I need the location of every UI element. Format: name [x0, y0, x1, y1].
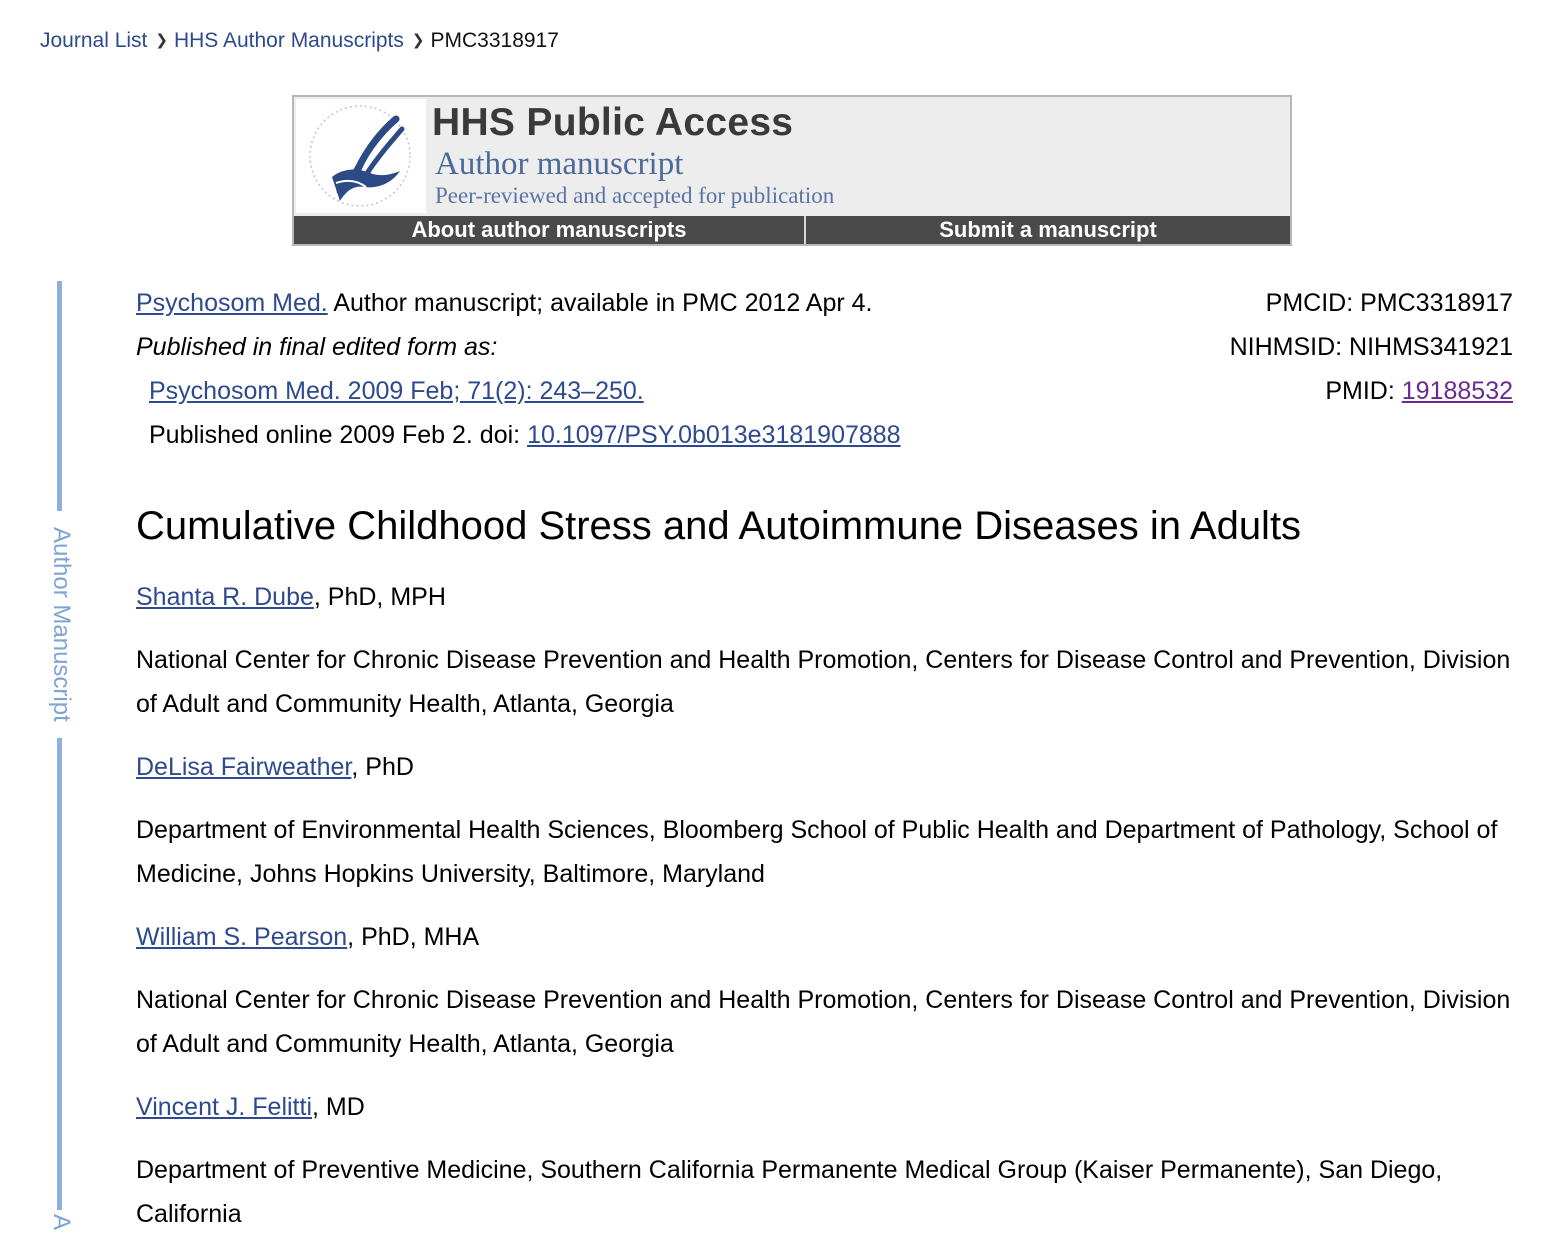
availability-text: Author manuscript; available in PMC 2012 Apr 4.: [327, 289, 873, 317]
author-degrees: , PhD: [351, 753, 414, 781]
pmcid: PMCID: PMC3318917: [1265, 289, 1513, 317]
published-final-label: Published in final edited form as:: [136, 333, 498, 361]
citation-line-2: [136, 325, 901, 369]
author-affiliation: National Center for Chronic Disease Prevention and Health Promotion, Centers for Disease Control and Prevention, Division of Adult and Community Health, Atlanta, Georgia: [136, 646, 1511, 718]
author-degrees: , PhD, MPH: [313, 583, 446, 611]
author-manuscript-rail-line: [57, 738, 62, 1210]
author-affiliation: Department of Environmental Health Sciences, Bloomberg School of Public Health and Department of Pathology, School of Medicine, Johns Hopkins University, Baltimore, Maryland: [136, 816, 1498, 888]
pmid: [1230, 369, 1513, 413]
author-link[interactable]: Shanta R. Dube: [136, 583, 314, 611]
author-affiliation: Department of Preventive Medicine, Southern California Permanente Medical Group (Kaiser Permanente), San Diego, California: [136, 1156, 1443, 1228]
banner-title: HHS Public Access: [432, 101, 794, 144]
breadcrumb-current: PMC3318917: [430, 29, 559, 52]
chevron-right-icon: ❯: [411, 32, 425, 49]
pmid-label: PMID:: [1325, 377, 1402, 405]
author: [136, 745, 1516, 789]
banner-subtitle: Author manuscript: [435, 146, 684, 182]
final-reference-link[interactable]: Psychosom Med. 2009 Feb; 71(2): 243–250.: [149, 377, 644, 405]
article-title: Cumulative Childhood Stress and Autoimmune Diseases in Adults: [136, 504, 1302, 548]
about-author-manuscripts-link[interactable]: About author manuscripts: [294, 216, 806, 244]
author: [136, 915, 1516, 959]
author-link[interactable]: William S. Pearson: [136, 923, 348, 951]
doi-link[interactable]: 10.1097/PSY.0b013e3181907888: [527, 421, 901, 449]
breadcrumb-journal-list[interactable]: Journal List: [40, 29, 148, 52]
author-affiliation: National Center for Chronic Disease Prevention and Health Promotion, Centers for Disease Control and Prevention, Division of Adult and Community Health, Atlanta, Georgia: [136, 986, 1511, 1058]
author-manuscript-rail-label: Author Manuscript: [48, 526, 75, 722]
journal-link[interactable]: Psychosom Med.: [136, 289, 328, 317]
hhs-public-access-banner: [292, 95, 1292, 246]
published-online-text: Published online 2009 Feb 2. doi:: [149, 421, 528, 449]
submit-manuscript-link[interactable]: Submit a manuscript: [939, 217, 1157, 242]
author-degrees: , MD: [312, 1093, 365, 1121]
citation-line-3: [136, 369, 901, 413]
banner-link-bar: [294, 216, 1290, 244]
article-identifiers: [1230, 281, 1513, 413]
author-degrees: , PhD, MHA: [347, 923, 480, 951]
banner-tagline: Peer-reviewed and accepted for publication: [435, 183, 835, 208]
citation-line-1: [136, 281, 901, 325]
author-link[interactable]: DeLisa Fairweather: [136, 753, 352, 781]
author: [136, 1085, 1516, 1129]
author-link[interactable]: Vincent J. Felitti: [136, 1093, 313, 1121]
breadcrumb: [40, 27, 559, 57]
breadcrumb-hhs-author-manuscripts[interactable]: HHS Author Manuscripts: [173, 29, 404, 52]
author: [136, 575, 1516, 619]
pmid-link[interactable]: 19188532: [1401, 377, 1513, 405]
nihmsid: NIHMSID: NIHMS341921: [1229, 333, 1513, 361]
chevron-right-icon: ❯: [155, 32, 168, 49]
author-list: [136, 575, 1516, 1255]
author-manuscript-rail-label-bottom: A: [48, 1214, 75, 1231]
citation-line-4: [136, 413, 901, 457]
citation-block: [136, 281, 901, 457]
author-manuscript-rail-line: [57, 281, 62, 511]
hhs-logo: [296, 99, 426, 213]
